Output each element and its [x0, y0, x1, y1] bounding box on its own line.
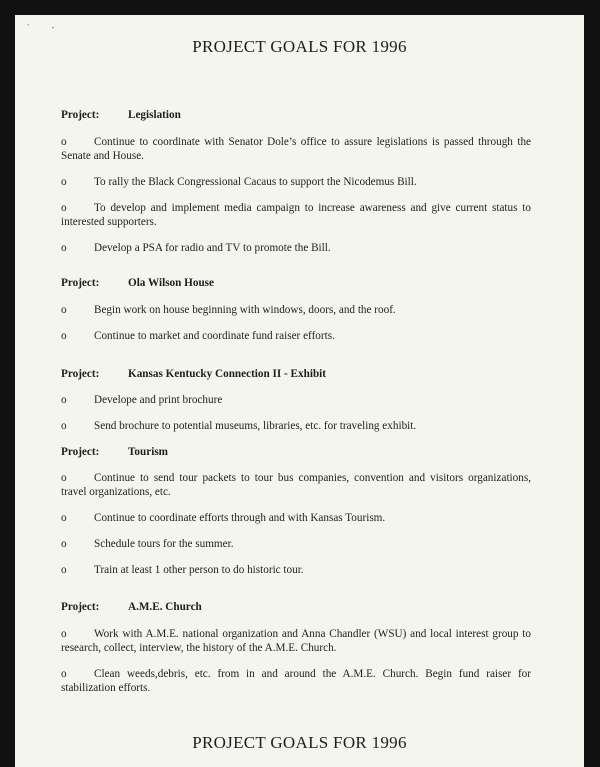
footer-title: PROJECT GOALS FOR 1996: [192, 733, 407, 752]
bullet: o: [61, 242, 67, 254]
bullet: o: [61, 394, 67, 406]
list-item: [61, 537, 531, 551]
bullet: o: [61, 176, 67, 188]
list-item: [61, 667, 531, 695]
item-text: Develop a PSA for radio and TV to promote the Bill.: [94, 242, 331, 254]
project-label: Project:: [61, 277, 100, 289]
bullet: o: [61, 538, 67, 550]
project-heading: [61, 367, 531, 381]
item-text: Continue to coordinate with Senator Dole’s office to assure legislations is passed through the Senate and House.: [61, 136, 531, 162]
project-label: Project:: [61, 368, 100, 380]
item-text: Continue to send tour packets to tour bus companies, convention and visitors organizations, travel organizations, etc.: [61, 472, 531, 498]
project-heading: [61, 600, 531, 614]
list-item: [61, 241, 531, 255]
item-text: Begin work on house beginning with windows, doors, and the roof.: [94, 304, 396, 316]
list-item: [61, 563, 531, 577]
project-name: Kansas Kentucky Connection II - Exhibit: [128, 368, 326, 380]
list-item: [61, 511, 531, 525]
item-text: Clean weeds,debris, etc. from in and around the A.M.E. Church. Begin fund raiser for stabilization efforts.: [61, 668, 531, 694]
project-section-legislation: [61, 108, 531, 255]
bullet: o: [61, 564, 67, 576]
document-page: [15, 15, 584, 767]
project-heading: [61, 445, 531, 459]
list-item: [61, 303, 531, 317]
bullet: o: [61, 330, 67, 342]
project-heading: [61, 276, 531, 290]
project-section-ola-wilson-house: [61, 276, 531, 343]
item-text: To rally the Black Congressional Cacaus to support the Nicodemus Bill.: [94, 176, 417, 188]
list-item: [61, 471, 531, 499]
project-section-ame-church: [61, 600, 531, 695]
page-title: PROJECT GOALS FOR 1996: [192, 37, 407, 56]
bullet: o: [61, 628, 67, 640]
bullet: o: [61, 668, 67, 680]
item-text: Develope and print brochure: [94, 394, 223, 406]
project-label: Project:: [61, 601, 100, 613]
bullet: o: [61, 512, 67, 524]
bullet: o: [61, 420, 67, 432]
list-item: [61, 419, 531, 433]
project-name: Legislation: [128, 109, 181, 121]
project-label: Project:: [61, 109, 100, 121]
project-name: Ola Wilson House: [128, 277, 215, 289]
item-text: Work with A.M.E. national organization and Anna Chandler (WSU) and local interest group to research, collect, interview, the history of the A.M.E. Church.: [61, 628, 531, 654]
project-heading: [61, 108, 531, 122]
list-item: [61, 393, 531, 407]
bullet: o: [61, 304, 67, 316]
item-text: Continue to market and coordinate fund raiser efforts.: [94, 330, 335, 342]
project-name: A.M.E. Church: [128, 601, 202, 613]
corner-marks: ` -: [27, 23, 65, 32]
item-text: Schedule tours for the summer.: [94, 538, 234, 550]
list-item: [61, 201, 531, 229]
item-text: Send brochure to potential museums, libraries, etc. for traveling exhibit.: [94, 420, 417, 432]
item-text: Continue to coordinate efforts through and with Kansas Tourism.: [94, 512, 386, 524]
bullet: o: [61, 202, 67, 214]
list-item: [61, 135, 531, 163]
item-text: To develop and implement media campaign to increase awareness and give current status to interested supporters.: [61, 202, 531, 228]
project-section-kansas-kentucky: [61, 367, 531, 433]
project-section-tourism: [61, 445, 531, 577]
project-name: Tourism: [128, 446, 168, 458]
bullet: o: [61, 136, 67, 148]
list-item: [61, 627, 531, 655]
list-item: [61, 329, 531, 343]
project-label: Project:: [61, 446, 100, 458]
list-item: [61, 175, 531, 189]
bullet: o: [61, 472, 67, 484]
item-text: Train at least 1 other person to do historic tour.: [94, 564, 304, 576]
